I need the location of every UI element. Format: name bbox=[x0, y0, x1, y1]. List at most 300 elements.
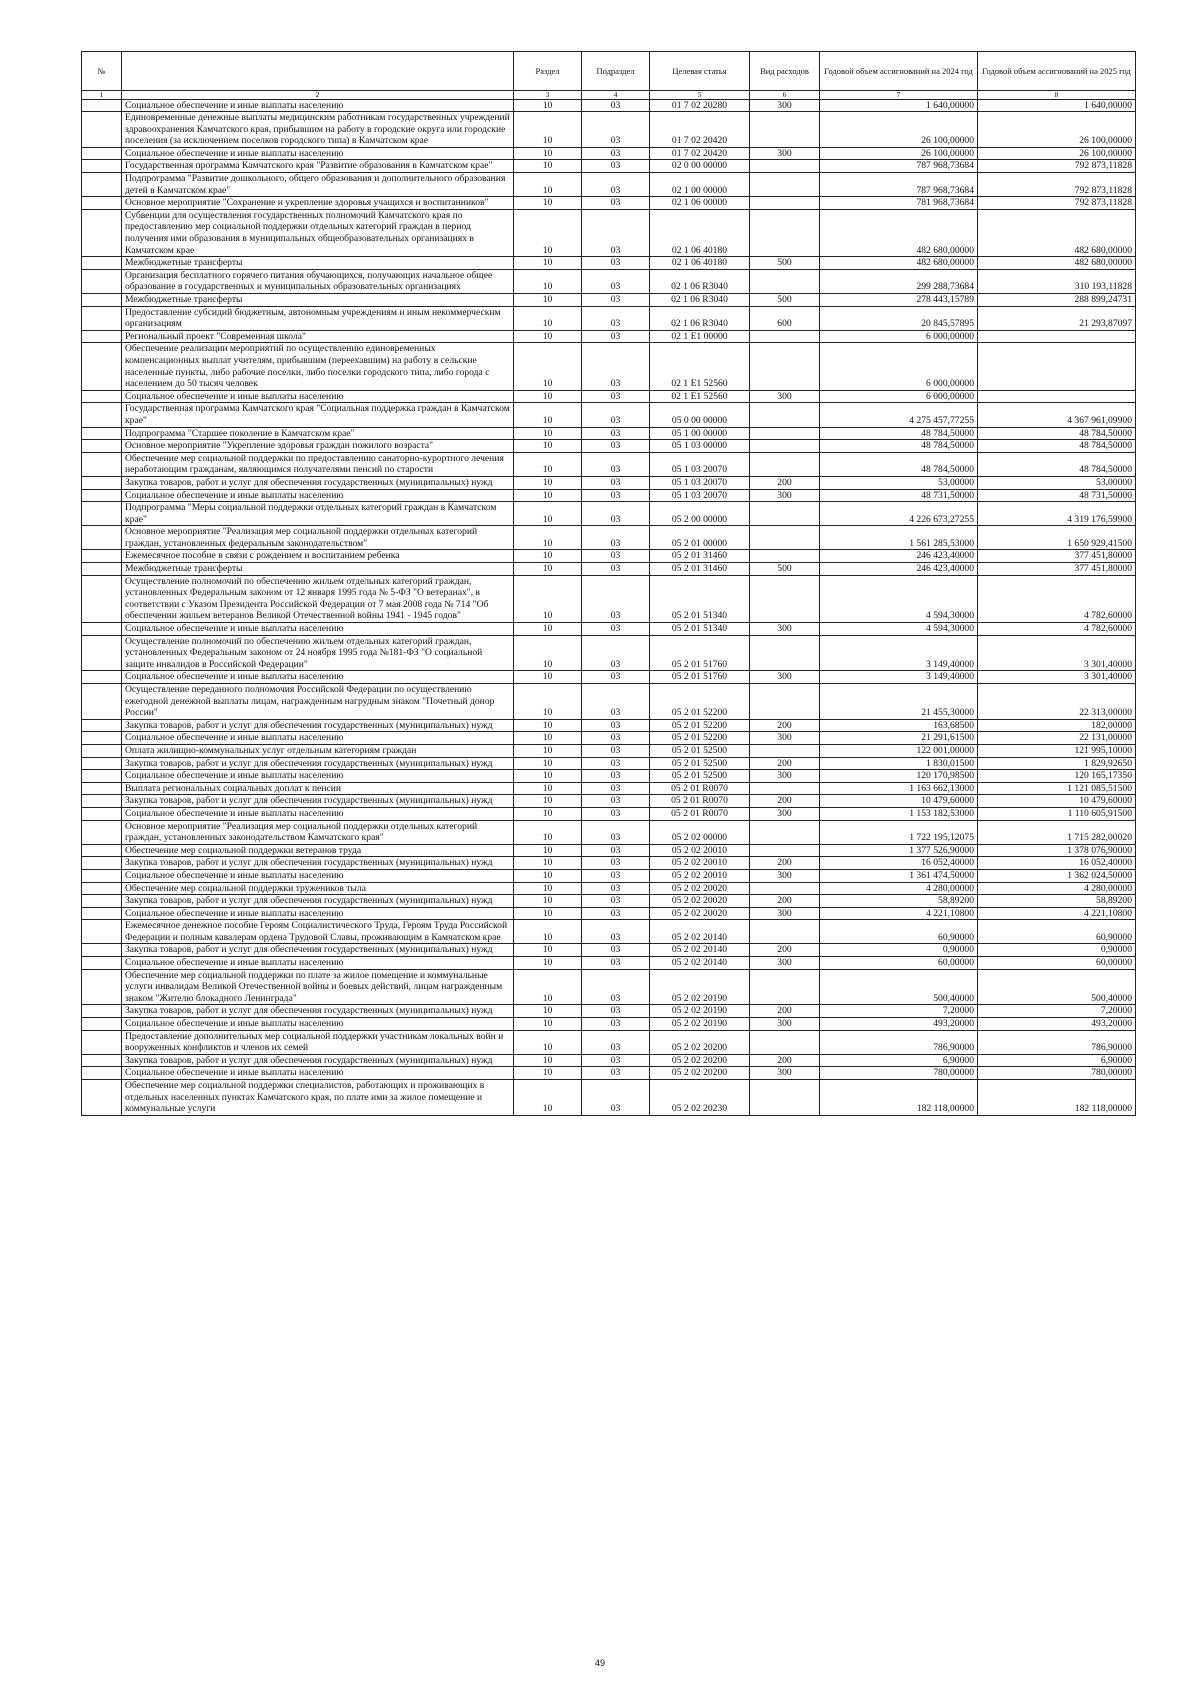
cell-target-article: 02 0 00 00000 bbox=[650, 160, 750, 173]
cell-num bbox=[82, 99, 122, 112]
cell-amount-2024: 4 275 457,77255 bbox=[820, 403, 978, 427]
cell-num bbox=[82, 452, 122, 476]
cell-razdel: 10 bbox=[514, 857, 582, 870]
cell-amount-2025: 48 784,50000 bbox=[978, 427, 1136, 440]
cell-name: Осуществление переданного полномочия Российской Федерации по осуществлению ежегодной денежной выплаты лицам, награжденным нагрудным знаком "Почетный донор России" bbox=[122, 684, 514, 720]
cell-num bbox=[82, 1030, 122, 1054]
table-row bbox=[82, 427, 1136, 440]
cell-amount-2024: 6,90000 bbox=[820, 1054, 978, 1067]
cell-razdel: 10 bbox=[514, 476, 582, 489]
cell-amount-2024: 10 479,60000 bbox=[820, 795, 978, 808]
cell-razdel: 10 bbox=[514, 869, 582, 882]
cell-num bbox=[82, 1080, 122, 1116]
cell-razdel: 10 bbox=[514, 757, 582, 770]
table-row bbox=[82, 807, 1136, 820]
cell-num bbox=[82, 197, 122, 210]
cell-podrazdel: 03 bbox=[582, 563, 650, 576]
table-row bbox=[82, 550, 1136, 563]
cell-amount-2024: 482 680,00000 bbox=[820, 209, 978, 256]
cell-num bbox=[82, 757, 122, 770]
cell-amount-2025: 1 121 085,51500 bbox=[978, 782, 1136, 795]
cell-target-article: 05 2 02 20020 bbox=[650, 882, 750, 895]
table-row bbox=[82, 684, 1136, 720]
cell-podrazdel: 03 bbox=[582, 476, 650, 489]
cell-amount-2025: 3 301,40000 bbox=[978, 671, 1136, 684]
cell-podrazdel: 03 bbox=[582, 306, 650, 330]
table-row bbox=[82, 330, 1136, 343]
cell-name: Межбюджетные трансферты bbox=[122, 563, 514, 576]
cell-razdel: 10 bbox=[514, 526, 582, 550]
cell-target-article: 02 1 06 00000 bbox=[650, 197, 750, 210]
cell-podrazdel: 03 bbox=[582, 112, 650, 148]
table-header-row bbox=[82, 52, 1136, 91]
cell-name: Социальное обеспечение и иные выплаты населению bbox=[122, 147, 514, 160]
cell-expense-type bbox=[750, 526, 820, 550]
cell-expense-type: 300 bbox=[750, 1067, 820, 1080]
cell-razdel: 10 bbox=[514, 160, 582, 173]
cell-razdel: 10 bbox=[514, 1030, 582, 1054]
table-row bbox=[82, 882, 1136, 895]
cell-name: Единовременные денежные выплаты медицинским работникам государственных учреждений здравоохранения Камчатского края, прибывшим на работу в городские округа или городские поселения (за исключением поселков городского типа) в Камчатском крае bbox=[122, 112, 514, 148]
cell-amount-2024: 1 377 526,90000 bbox=[820, 844, 978, 857]
cell-podrazdel: 03 bbox=[582, 550, 650, 563]
cell-num bbox=[82, 330, 122, 343]
cell-podrazdel: 03 bbox=[582, 330, 650, 343]
cell-num bbox=[82, 907, 122, 920]
cell-razdel: 10 bbox=[514, 502, 582, 526]
table-row bbox=[82, 343, 1136, 390]
cell-podrazdel: 03 bbox=[582, 1018, 650, 1031]
cell-num bbox=[82, 635, 122, 671]
cell-name: Закупка товаров, работ и услуг для обеспечения государственных (муниципальных) нужд bbox=[122, 1054, 514, 1067]
cell-amount-2024: 3 149,40000 bbox=[820, 671, 978, 684]
cell-razdel: 10 bbox=[514, 440, 582, 453]
cell-razdel: 10 bbox=[514, 957, 582, 970]
cell-amount-2024: 26 100,00000 bbox=[820, 147, 978, 160]
cell-num bbox=[82, 427, 122, 440]
table-row bbox=[82, 526, 1136, 550]
cell-expense-type bbox=[750, 844, 820, 857]
cell-amount-2024: 1 361 474,50000 bbox=[820, 869, 978, 882]
header-expense-type: Вид расходов bbox=[750, 52, 820, 91]
cell-amount-2024: 246 423,40000 bbox=[820, 563, 978, 576]
cell-razdel: 10 bbox=[514, 820, 582, 844]
cell-name: Обеспечение мер социальной поддержки ветеранов труда bbox=[122, 844, 514, 857]
cell-name: Социальное обеспечение и иные выплаты населению bbox=[122, 489, 514, 502]
cell-amount-2024: 182 118,00000 bbox=[820, 1080, 978, 1116]
cell-podrazdel: 03 bbox=[582, 575, 650, 622]
cell-target-article: 05 2 02 20200 bbox=[650, 1054, 750, 1067]
cell-name: Закупка товаров, работ и услуг для обеспечения государственных (муниципальных) нужд bbox=[122, 719, 514, 732]
cell-razdel: 10 bbox=[514, 209, 582, 256]
cell-amount-2025: 4 280,00000 bbox=[978, 882, 1136, 895]
cell-expense-type: 300 bbox=[750, 907, 820, 920]
cell-amount-2024: 21 455,30000 bbox=[820, 684, 978, 720]
cell-amount-2025: 4 782,60000 bbox=[978, 623, 1136, 636]
cell-expense-type bbox=[750, 635, 820, 671]
cell-target-article: 05 2 02 00000 bbox=[650, 820, 750, 844]
cell-num bbox=[82, 969, 122, 1005]
cell-name: Ежемесячное денежное пособие Героям Социалистического Труда, Героям Труда Российской Федерации и полным кавалерам ордена Трудовой Славы, проживающим в Камчатском крае bbox=[122, 920, 514, 944]
cell-target-article: 05 2 01 31460 bbox=[650, 550, 750, 563]
cell-amount-2025: 1 378 076,90000 bbox=[978, 844, 1136, 857]
cell-amount-2025: 6,90000 bbox=[978, 1054, 1136, 1067]
cell-expense-type bbox=[750, 330, 820, 343]
cell-name: Подпрограмма "Развитие дошкольного, общего образования и дополнительного образования детей в Камчатском крае" bbox=[122, 173, 514, 197]
cell-expense-type bbox=[750, 112, 820, 148]
table-row bbox=[82, 160, 1136, 173]
cell-podrazdel: 03 bbox=[582, 209, 650, 256]
cell-num bbox=[82, 390, 122, 403]
cell-expense-type: 300 bbox=[750, 1018, 820, 1031]
cell-podrazdel: 03 bbox=[582, 957, 650, 970]
table-row bbox=[82, 99, 1136, 112]
cell-target-article: 05 2 01 51760 bbox=[650, 635, 750, 671]
table-row bbox=[82, 770, 1136, 783]
cell-num bbox=[82, 563, 122, 576]
cell-amount-2025: 53,00000 bbox=[978, 476, 1136, 489]
cell-target-article: 05 2 02 20140 bbox=[650, 920, 750, 944]
cell-amount-2025: 60,00000 bbox=[978, 957, 1136, 970]
cell-target-article: 02 1 06 R3040 bbox=[650, 306, 750, 330]
cell-amount-2024: 278 443,15789 bbox=[820, 294, 978, 307]
cell-num bbox=[82, 719, 122, 732]
cell-target-article: 02 1 00 00000 bbox=[650, 173, 750, 197]
cell-num bbox=[82, 343, 122, 390]
cell-amount-2024: 4 226 673,27255 bbox=[820, 502, 978, 526]
table-row bbox=[82, 757, 1136, 770]
cell-target-article: 05 2 01 51340 bbox=[650, 623, 750, 636]
cell-podrazdel: 03 bbox=[582, 489, 650, 502]
cell-expense-type bbox=[750, 440, 820, 453]
cell-amount-2024: 493,20000 bbox=[820, 1018, 978, 1031]
cell-num bbox=[82, 294, 122, 307]
table-row bbox=[82, 197, 1136, 210]
cell-podrazdel: 03 bbox=[582, 857, 650, 870]
column-index: 2 bbox=[122, 91, 514, 100]
cell-target-article: 05 1 03 00000 bbox=[650, 440, 750, 453]
cell-amount-2025: 182,00000 bbox=[978, 719, 1136, 732]
column-index: 8 bbox=[978, 91, 1136, 100]
header-amount-2025: Годовой объем ассигнований на 2025 год bbox=[978, 52, 1136, 91]
cell-num bbox=[82, 744, 122, 757]
cell-target-article: 05 1 03 20070 bbox=[650, 452, 750, 476]
cell-amount-2024: 0,90000 bbox=[820, 944, 978, 957]
cell-amount-2024: 781 968,73684 bbox=[820, 197, 978, 210]
cell-num bbox=[82, 575, 122, 622]
cell-target-article: 05 2 02 20010 bbox=[650, 844, 750, 857]
cell-name: Социальное обеспечение и иные выплаты населению bbox=[122, 390, 514, 403]
cell-num bbox=[82, 209, 122, 256]
table-row bbox=[82, 671, 1136, 684]
cell-target-article: 05 1 03 20070 bbox=[650, 476, 750, 489]
cell-amount-2025: 4 319 176,59900 bbox=[978, 502, 1136, 526]
cell-podrazdel: 03 bbox=[582, 820, 650, 844]
table-row bbox=[82, 1005, 1136, 1018]
cell-amount-2025: 1 715 282,00020 bbox=[978, 820, 1136, 844]
cell-target-article: 05 2 01 52500 bbox=[650, 757, 750, 770]
cell-amount-2025: 310 193,11828 bbox=[978, 269, 1136, 293]
cell-expense-type: 300 bbox=[750, 957, 820, 970]
cell-name: Подпрограмма "Старшее поколение в Камчатском крае" bbox=[122, 427, 514, 440]
cell-num bbox=[82, 732, 122, 745]
cell-name: Осуществление полномочий по обеспечению жильем отдельных категорий граждан, установленных Федеральным законом от 24 ноября 1995 года №181-ФЗ "О социальной защите инвалидов в Российской Федерации" bbox=[122, 635, 514, 671]
table-row bbox=[82, 857, 1136, 870]
cell-amount-2024: 1 722 195,12075 bbox=[820, 820, 978, 844]
cell-amount-2025: 48 784,50000 bbox=[978, 440, 1136, 453]
cell-podrazdel: 03 bbox=[582, 160, 650, 173]
table-row bbox=[82, 732, 1136, 745]
cell-podrazdel: 03 bbox=[582, 719, 650, 732]
cell-target-article: 05 2 02 20200 bbox=[650, 1067, 750, 1080]
cell-razdel: 10 bbox=[514, 623, 582, 636]
cell-target-article: 05 1 00 00000 bbox=[650, 427, 750, 440]
cell-target-article: 05 2 02 20230 bbox=[650, 1080, 750, 1116]
cell-amount-2025: 26 100,00000 bbox=[978, 112, 1136, 148]
column-index: 1 bbox=[82, 91, 122, 100]
cell-amount-2025: 482 680,00000 bbox=[978, 209, 1136, 256]
cell-podrazdel: 03 bbox=[582, 99, 650, 112]
cell-target-article: 05 2 01 00000 bbox=[650, 526, 750, 550]
cell-amount-2025: 1 640,00000 bbox=[978, 99, 1136, 112]
cell-podrazdel: 03 bbox=[582, 343, 650, 390]
cell-target-article: 05 2 00 00000 bbox=[650, 502, 750, 526]
cell-razdel: 10 bbox=[514, 197, 582, 210]
cell-num bbox=[82, 684, 122, 720]
cell-amount-2024: 48 784,50000 bbox=[820, 440, 978, 453]
cell-razdel: 10 bbox=[514, 744, 582, 757]
cell-razdel: 10 bbox=[514, 294, 582, 307]
table-row bbox=[82, 744, 1136, 757]
cell-podrazdel: 03 bbox=[582, 427, 650, 440]
cell-expense-type: 500 bbox=[750, 294, 820, 307]
cell-amount-2024: 786,90000 bbox=[820, 1030, 978, 1054]
cell-name: Закупка товаров, работ и услуг для обеспечения государственных (муниципальных) нужд bbox=[122, 757, 514, 770]
cell-expense-type bbox=[750, 882, 820, 895]
cell-num bbox=[82, 895, 122, 908]
cell-amount-2024: 16 052,40000 bbox=[820, 857, 978, 870]
cell-amount-2024: 48 784,50000 bbox=[820, 427, 978, 440]
cell-amount-2024: 787 968,73684 bbox=[820, 173, 978, 197]
cell-expense-type: 300 bbox=[750, 99, 820, 112]
cell-name: Социальное обеспечение и иные выплаты населению bbox=[122, 957, 514, 970]
cell-expense-type bbox=[750, 269, 820, 293]
cell-amount-2025: 377 451,80000 bbox=[978, 563, 1136, 576]
cell-amount-2024: 4 594,30000 bbox=[820, 575, 978, 622]
cell-podrazdel: 03 bbox=[582, 294, 650, 307]
header-razdel: Раздел bbox=[514, 52, 582, 91]
cell-amount-2024: 163,68500 bbox=[820, 719, 978, 732]
column-index: 6 bbox=[750, 91, 820, 100]
cell-expense-type bbox=[750, 427, 820, 440]
cell-num bbox=[82, 944, 122, 957]
cell-razdel: 10 bbox=[514, 575, 582, 622]
cell-amount-2024: 4 594,30000 bbox=[820, 623, 978, 636]
cell-amount-2025: 26 100,00000 bbox=[978, 147, 1136, 160]
cell-expense-type bbox=[750, 209, 820, 256]
cell-razdel: 10 bbox=[514, 1067, 582, 1080]
table-row bbox=[82, 719, 1136, 732]
cell-expense-type: 200 bbox=[750, 795, 820, 808]
cell-podrazdel: 03 bbox=[582, 732, 650, 745]
cell-razdel: 10 bbox=[514, 732, 582, 745]
column-index-row bbox=[82, 91, 1136, 100]
cell-razdel: 10 bbox=[514, 427, 582, 440]
cell-podrazdel: 03 bbox=[582, 744, 650, 757]
cell-podrazdel: 03 bbox=[582, 452, 650, 476]
cell-podrazdel: 03 bbox=[582, 635, 650, 671]
cell-name: Социальное обеспечение и иные выплаты населению bbox=[122, 732, 514, 745]
cell-razdel: 10 bbox=[514, 795, 582, 808]
cell-amount-2025: 780,00000 bbox=[978, 1067, 1136, 1080]
cell-razdel: 10 bbox=[514, 390, 582, 403]
cell-target-article: 05 2 02 20010 bbox=[650, 869, 750, 882]
cell-podrazdel: 03 bbox=[582, 623, 650, 636]
cell-amount-2024: 1 830,01500 bbox=[820, 757, 978, 770]
cell-name: Социальное обеспечение и иные выплаты населению bbox=[122, 807, 514, 820]
cell-target-article: 05 2 02 20140 bbox=[650, 957, 750, 970]
cell-num bbox=[82, 476, 122, 489]
cell-podrazdel: 03 bbox=[582, 440, 650, 453]
cell-num bbox=[82, 1018, 122, 1031]
cell-expense-type bbox=[750, 969, 820, 1005]
cell-expense-type: 200 bbox=[750, 895, 820, 908]
table-row bbox=[82, 1054, 1136, 1067]
cell-expense-type: 300 bbox=[750, 732, 820, 745]
cell-target-article: 01 7 02 20420 bbox=[650, 147, 750, 160]
table-row bbox=[82, 782, 1136, 795]
cell-amount-2025: 48 784,50000 bbox=[978, 452, 1136, 476]
cell-amount-2025: 792 873,11828 bbox=[978, 173, 1136, 197]
header-podrazdel: Подраздел bbox=[582, 52, 650, 91]
cell-podrazdel: 03 bbox=[582, 1005, 650, 1018]
table-row bbox=[82, 920, 1136, 944]
cell-amount-2025: 121 995,10000 bbox=[978, 744, 1136, 757]
cell-expense-type: 200 bbox=[750, 1054, 820, 1067]
cell-razdel: 10 bbox=[514, 99, 582, 112]
cell-name: Закупка товаров, работ и услуг для обеспечения государственных (муниципальных) нужд bbox=[122, 795, 514, 808]
cell-amount-2024: 58,89200 bbox=[820, 895, 978, 908]
cell-name: Обеспечение мер социальной поддержки по плате за жилое помещение и коммунальные услуги инвалидам Великой Отечественной войны и боевых действий, лицам награжденным знаком "Жителю блокадного Ленинграда" bbox=[122, 969, 514, 1005]
table-row bbox=[82, 269, 1136, 293]
column-index: 4 bbox=[582, 91, 650, 100]
cell-num bbox=[82, 957, 122, 970]
cell-amount-2024: 48 731,50000 bbox=[820, 489, 978, 502]
cell-num bbox=[82, 770, 122, 783]
cell-name: Обеспечение мер социальной поддержки специалистов, работающих и проживающих в отдельных населенных пунктах Камчатского края, по плате ими за жилое помещение и коммунальные услуги bbox=[122, 1080, 514, 1116]
table-row bbox=[82, 635, 1136, 671]
cell-expense-type: 300 bbox=[750, 390, 820, 403]
cell-podrazdel: 03 bbox=[582, 671, 650, 684]
cell-expense-type bbox=[750, 820, 820, 844]
cell-name: Подпрограмма "Меры социальной поддержки отдельных категорий граждан в Камчатском крае" bbox=[122, 502, 514, 526]
table-row bbox=[82, 489, 1136, 502]
cell-amount-2025: 10 479,60000 bbox=[978, 795, 1136, 808]
cell-amount-2024: 60,00000 bbox=[820, 957, 978, 970]
cell-razdel: 10 bbox=[514, 489, 582, 502]
cell-amount-2025: 1 829,92650 bbox=[978, 757, 1136, 770]
cell-expense-type: 500 bbox=[750, 257, 820, 270]
cell-name: Закупка товаров, работ и услуг для обеспечения государственных (муниципальных) нужд bbox=[122, 476, 514, 489]
cell-podrazdel: 03 bbox=[582, 502, 650, 526]
cell-razdel: 10 bbox=[514, 844, 582, 857]
cell-name: Социальное обеспечение и иные выплаты населению bbox=[122, 770, 514, 783]
cell-target-article: 05 2 02 20190 bbox=[650, 969, 750, 1005]
cell-expense-type bbox=[750, 403, 820, 427]
cell-razdel: 10 bbox=[514, 684, 582, 720]
cell-amount-2025 bbox=[978, 330, 1136, 343]
cell-expense-type bbox=[750, 502, 820, 526]
cell-num bbox=[82, 160, 122, 173]
cell-amount-2024: 482 680,00000 bbox=[820, 257, 978, 270]
table-row bbox=[82, 907, 1136, 920]
cell-expense-type bbox=[750, 920, 820, 944]
cell-num bbox=[82, 671, 122, 684]
cell-expense-type: 300 bbox=[750, 807, 820, 820]
cell-amount-2025: 4 367 961,09900 bbox=[978, 403, 1136, 427]
table-row bbox=[82, 895, 1136, 908]
cell-podrazdel: 03 bbox=[582, 907, 650, 920]
table-row bbox=[82, 476, 1136, 489]
cell-razdel: 10 bbox=[514, 719, 582, 732]
table-row bbox=[82, 1030, 1136, 1054]
cell-amount-2025: 21 293,87097 bbox=[978, 306, 1136, 330]
cell-name: Организация бесплатного горячего питания обучающихся, получающих начальное общее образование в государственных и муниципальных образовательных организациях bbox=[122, 269, 514, 293]
cell-target-article: 02 1 Е1 52560 bbox=[650, 390, 750, 403]
cell-target-article: 01 7 02 20420 bbox=[650, 112, 750, 148]
cell-target-article: 05 2 01 51340 bbox=[650, 575, 750, 622]
cell-amount-2024: 122 001,00000 bbox=[820, 744, 978, 757]
cell-amount-2025: 58,89200 bbox=[978, 895, 1136, 908]
cell-podrazdel: 03 bbox=[582, 770, 650, 783]
cell-num bbox=[82, 1054, 122, 1067]
cell-target-article: 05 1 03 20070 bbox=[650, 489, 750, 502]
cell-razdel: 10 bbox=[514, 782, 582, 795]
cell-name: Обеспечение мер социальной поддержки по предоставлению санаторно-курортного лечения неработающим гражданам, являющимся получателями пенсий по старости bbox=[122, 452, 514, 476]
cell-podrazdel: 03 bbox=[582, 1054, 650, 1067]
cell-expense-type bbox=[750, 452, 820, 476]
cell-target-article: 05 2 02 20020 bbox=[650, 895, 750, 908]
cell-razdel: 10 bbox=[514, 770, 582, 783]
cell-target-article: 05 2 02 20020 bbox=[650, 907, 750, 920]
cell-name: Социальное обеспечение и иные выплаты населению bbox=[122, 1067, 514, 1080]
cell-amount-2025: 48 731,50000 bbox=[978, 489, 1136, 502]
cell-razdel: 10 bbox=[514, 563, 582, 576]
cell-razdel: 10 bbox=[514, 969, 582, 1005]
cell-razdel: 10 bbox=[514, 550, 582, 563]
cell-podrazdel: 03 bbox=[582, 782, 650, 795]
page-number: 49 bbox=[594, 1658, 605, 1668]
table-row bbox=[82, 944, 1136, 957]
cell-amount-2025: 16 052,40000 bbox=[978, 857, 1136, 870]
table-row bbox=[82, 257, 1136, 270]
cell-podrazdel: 03 bbox=[582, 173, 650, 197]
cell-amount-2025: 1 110 605,91500 bbox=[978, 807, 1136, 820]
cell-name: Региональный проект "Современная школа" bbox=[122, 330, 514, 343]
cell-num bbox=[82, 147, 122, 160]
cell-podrazdel: 03 bbox=[582, 944, 650, 957]
cell-amount-2024: 4 280,00000 bbox=[820, 882, 978, 895]
cell-amount-2025: 4 782,60000 bbox=[978, 575, 1136, 622]
cell-podrazdel: 03 bbox=[582, 920, 650, 944]
header-amount-2024: Годовой объем ассигнований на 2024 год bbox=[820, 52, 978, 91]
cell-amount-2025: 120 165,17350 bbox=[978, 770, 1136, 783]
cell-razdel: 10 bbox=[514, 895, 582, 908]
table-row bbox=[82, 452, 1136, 476]
cell-podrazdel: 03 bbox=[582, 147, 650, 160]
cell-amount-2024: 4 221,10800 bbox=[820, 907, 978, 920]
table-row bbox=[82, 820, 1136, 844]
